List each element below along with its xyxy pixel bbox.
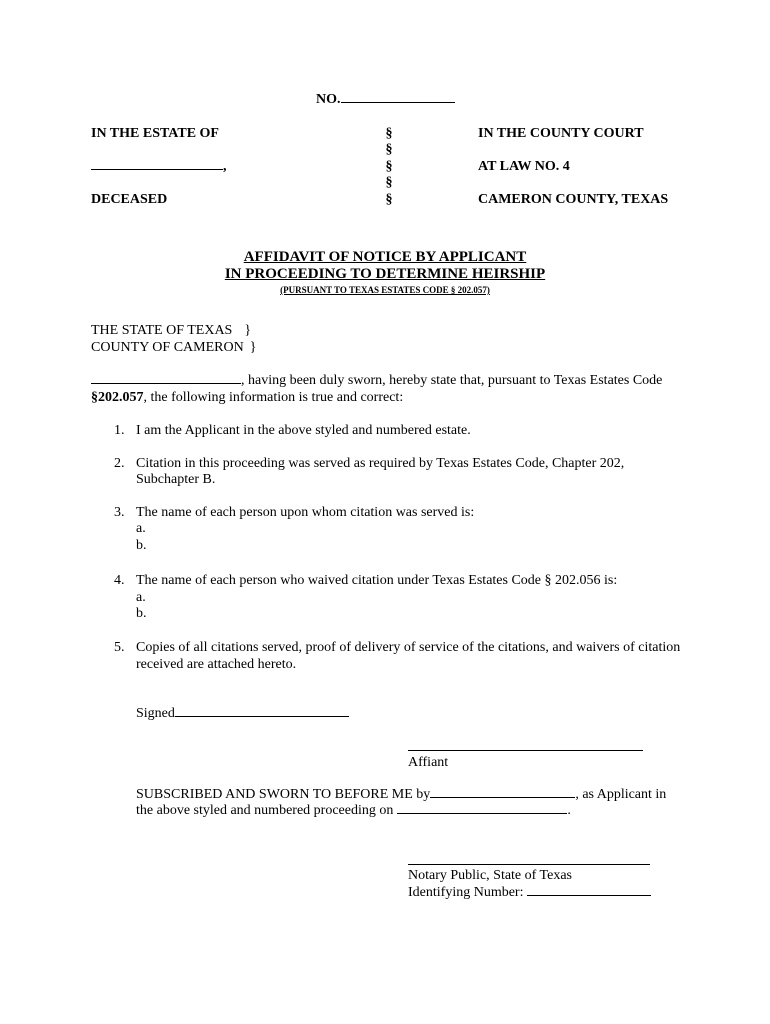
intro-text-2: , the following information is true and correct: (143, 390, 404, 405)
list-item: Copies of all citations served, proof of delivery of service of the citations, and waivers of citation (136, 640, 681, 655)
venue-state (91, 323, 251, 339)
decedent-name-blank[interactable] (91, 168, 223, 170)
signed-blank[interactable] (175, 715, 349, 717)
list-item: Citation in this proceeding was served as required by Texas Estates Code, Chapter 202, (136, 456, 625, 471)
signed-label: Signed (136, 706, 175, 721)
notary-id (408, 885, 651, 901)
intro-text-1: , having been duly sworn, hereby state that, pursuant to Texas Estates Code (241, 373, 663, 388)
case-number (316, 92, 455, 108)
intro-line-2 (91, 390, 403, 406)
list-item-number: 3. (114, 505, 125, 520)
section-symbol: § (385, 175, 393, 190)
case-number-blank[interactable] (341, 101, 455, 103)
title-line-2: IN PROCEEDING TO DETERMINE HEIRSHIP (224, 266, 546, 282)
court-name: IN THE COUNTY COURT (478, 126, 644, 141)
deceased-label: DECEASED (91, 192, 168, 207)
decedent-comma: , (223, 159, 227, 174)
sworn-date-blank[interactable] (397, 812, 567, 814)
intro-code-ref: §202.057 (91, 390, 144, 405)
venue-county-text: COUNTY OF CAMERON (91, 340, 244, 355)
section-symbol: § (385, 192, 393, 207)
section-symbol: § (385, 142, 393, 157)
sub-item-a: a. (136, 521, 146, 536)
list-item: I am the Applicant in the above styled and numbered estate. (136, 423, 471, 438)
title-line-1: AFFIDAVIT OF NOTICE BY APPLICANT (243, 249, 527, 265)
list-item-continued: received are attached hereto. (136, 657, 297, 672)
affiant-label: Affiant (408, 755, 449, 770)
list-item: The name of each person who waived citation under Texas Estates Code § 202.056 is: (136, 573, 618, 588)
sworn-text-1a: SUBSCRIBED AND SWORN TO BEFORE ME by (136, 787, 431, 802)
section-symbol: § (385, 159, 393, 174)
list-item-number: 5. (114, 640, 125, 655)
signed-line (136, 706, 349, 722)
sub-item-a: a. (136, 590, 146, 605)
sworn-text-2b: . (567, 803, 571, 818)
notary-id-label: Identifying Number: (408, 885, 524, 900)
venue-state-text: THE STATE OF TEXAS (91, 323, 233, 338)
sworn-line-1 (136, 787, 666, 803)
section-symbol: § (385, 126, 393, 141)
title-line-3: (PURSUANT TO TEXAS ESTATES CODE § 202.057) (280, 285, 490, 295)
estate-of-label: IN THE ESTATE OF (91, 126, 219, 141)
case-number-label: NO. (316, 92, 341, 107)
notary-signature-line[interactable] (408, 864, 650, 865)
sworn-text-1b: , as Applicant in (575, 787, 667, 802)
court-county: CAMERON COUNTY, TEXAS (478, 192, 669, 207)
intro-line-1 (91, 373, 662, 389)
applicant-name-blank[interactable] (430, 796, 575, 798)
list-item-number: 4. (114, 573, 125, 588)
list-item-number: 2. (114, 456, 125, 471)
list-item-continued: Subchapter B. (136, 472, 216, 487)
notary-title: Notary Public, State of Texas (408, 868, 573, 883)
sub-item-b: b. (136, 606, 147, 621)
affiant-name-blank[interactable] (91, 382, 241, 384)
affiant-signature-line[interactable] (408, 750, 643, 751)
venue-brace: } (249, 340, 257, 355)
list-item: The name of each person upon whom citation was served is: (136, 505, 475, 520)
decedent-name-line (91, 159, 227, 175)
list-item-number: 1. (114, 423, 125, 438)
venue-brace: } (244, 323, 252, 338)
sworn-text-2a: the above styled and numbered proceeding on (136, 803, 394, 818)
notary-id-blank[interactable] (527, 894, 651, 896)
court-number: AT LAW NO. 4 (478, 159, 570, 174)
venue-county (91, 340, 256, 356)
sworn-line-2 (136, 803, 571, 819)
sub-item-b: b. (136, 538, 147, 553)
